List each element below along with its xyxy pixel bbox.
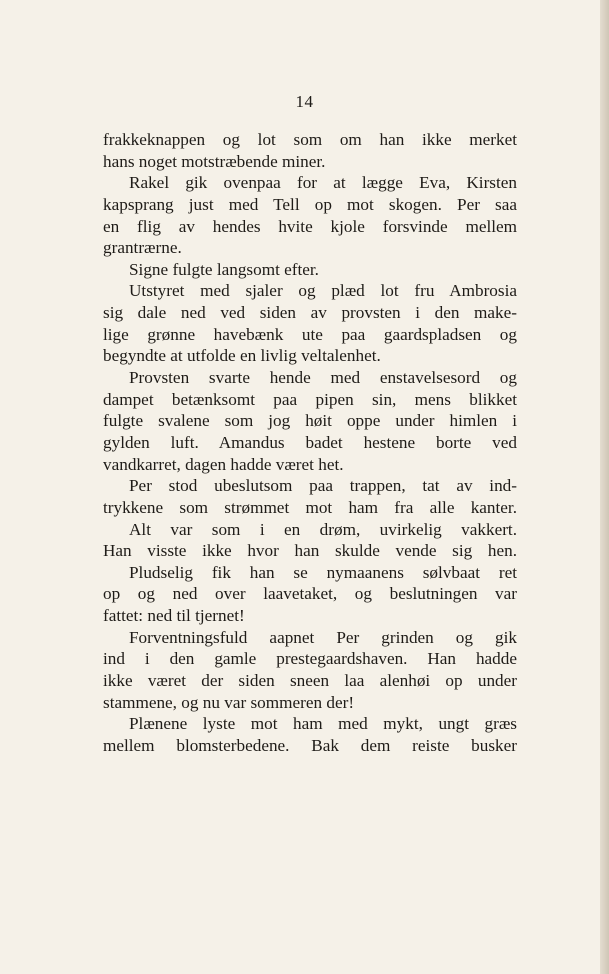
text-line: Utstyret med sjaler og plæd lot fru Ambrosia xyxy=(129,281,517,301)
text-line: mellem blomsterbedene. Bak dem reiste busker xyxy=(103,735,517,755)
text-line: ind i den gamle prestegaardshaven. Han hadde xyxy=(103,649,517,669)
text-line: hans noget motstræbende miner. xyxy=(103,151,326,171)
text-line: Per stod ubeslutsom paa trappen, tat av ind- xyxy=(129,476,517,496)
text-line: Provsten svarte hende med enstavelsesord og xyxy=(129,368,517,388)
text-line: ikke været der siden sneen laa alenhøi op under xyxy=(103,671,517,691)
text-line: Plænene lyste mot ham med mykt, ungt græs xyxy=(129,714,517,734)
page-number: 14 xyxy=(295,92,314,111)
text-line: en flig av hendes hvite kjole forsvinde mellem xyxy=(103,216,517,236)
text-line: dampet betænksomt paa pipen sin, mens blikket xyxy=(103,389,517,409)
text-line: op og ned over laavetaket, og beslutningen var xyxy=(103,584,517,604)
text-line: Rakel gik ovenpaa for at lægge Eva, Kirsten xyxy=(129,173,517,193)
text-line: Pludselig fik han se nymaanens sølvbaat ret xyxy=(129,562,517,582)
text-line: grantrærne. xyxy=(103,238,182,258)
text-line: kapsprang just med Tell op mot skogen. Per saa xyxy=(103,194,517,214)
text-line: frakkeknappen og lot som om han ikke merket xyxy=(103,130,517,149)
text-line: Alt var som i en drøm, uvirkelig vakkert. xyxy=(129,519,517,539)
text-line: trykkene som strømmet mot ham fra alle kanter. xyxy=(103,497,517,517)
text-line: gylden luft. Amandus badet hestene borte ved xyxy=(103,432,517,452)
text-line: stammene, og nu var sommeren der! xyxy=(103,692,355,712)
text-line: fattet: ned til tjernet! xyxy=(103,606,245,626)
body-text xyxy=(103,129,517,757)
text-line: Han visste ikke hvor han skulde vende sig hen. xyxy=(103,541,517,561)
text-line: Signe fulgte langsomt efter. xyxy=(129,259,319,279)
page-edge xyxy=(600,0,609,974)
text-line: vandkarret, dagen hadde været het. xyxy=(103,454,344,474)
text-line: Forventningsfuld aapnet Per grinden og gik xyxy=(129,627,517,647)
text-line: begyndte at utfolde en livlig veltalenhet. xyxy=(103,346,381,366)
text-line: fulgte svalene som jog høit oppe under himlen i xyxy=(103,411,517,431)
text-line: lige grønne havebænk ute paa gaardspladsen og xyxy=(103,324,517,344)
text-line: sig dale ned ved siden av provsten i den make- xyxy=(103,303,517,323)
